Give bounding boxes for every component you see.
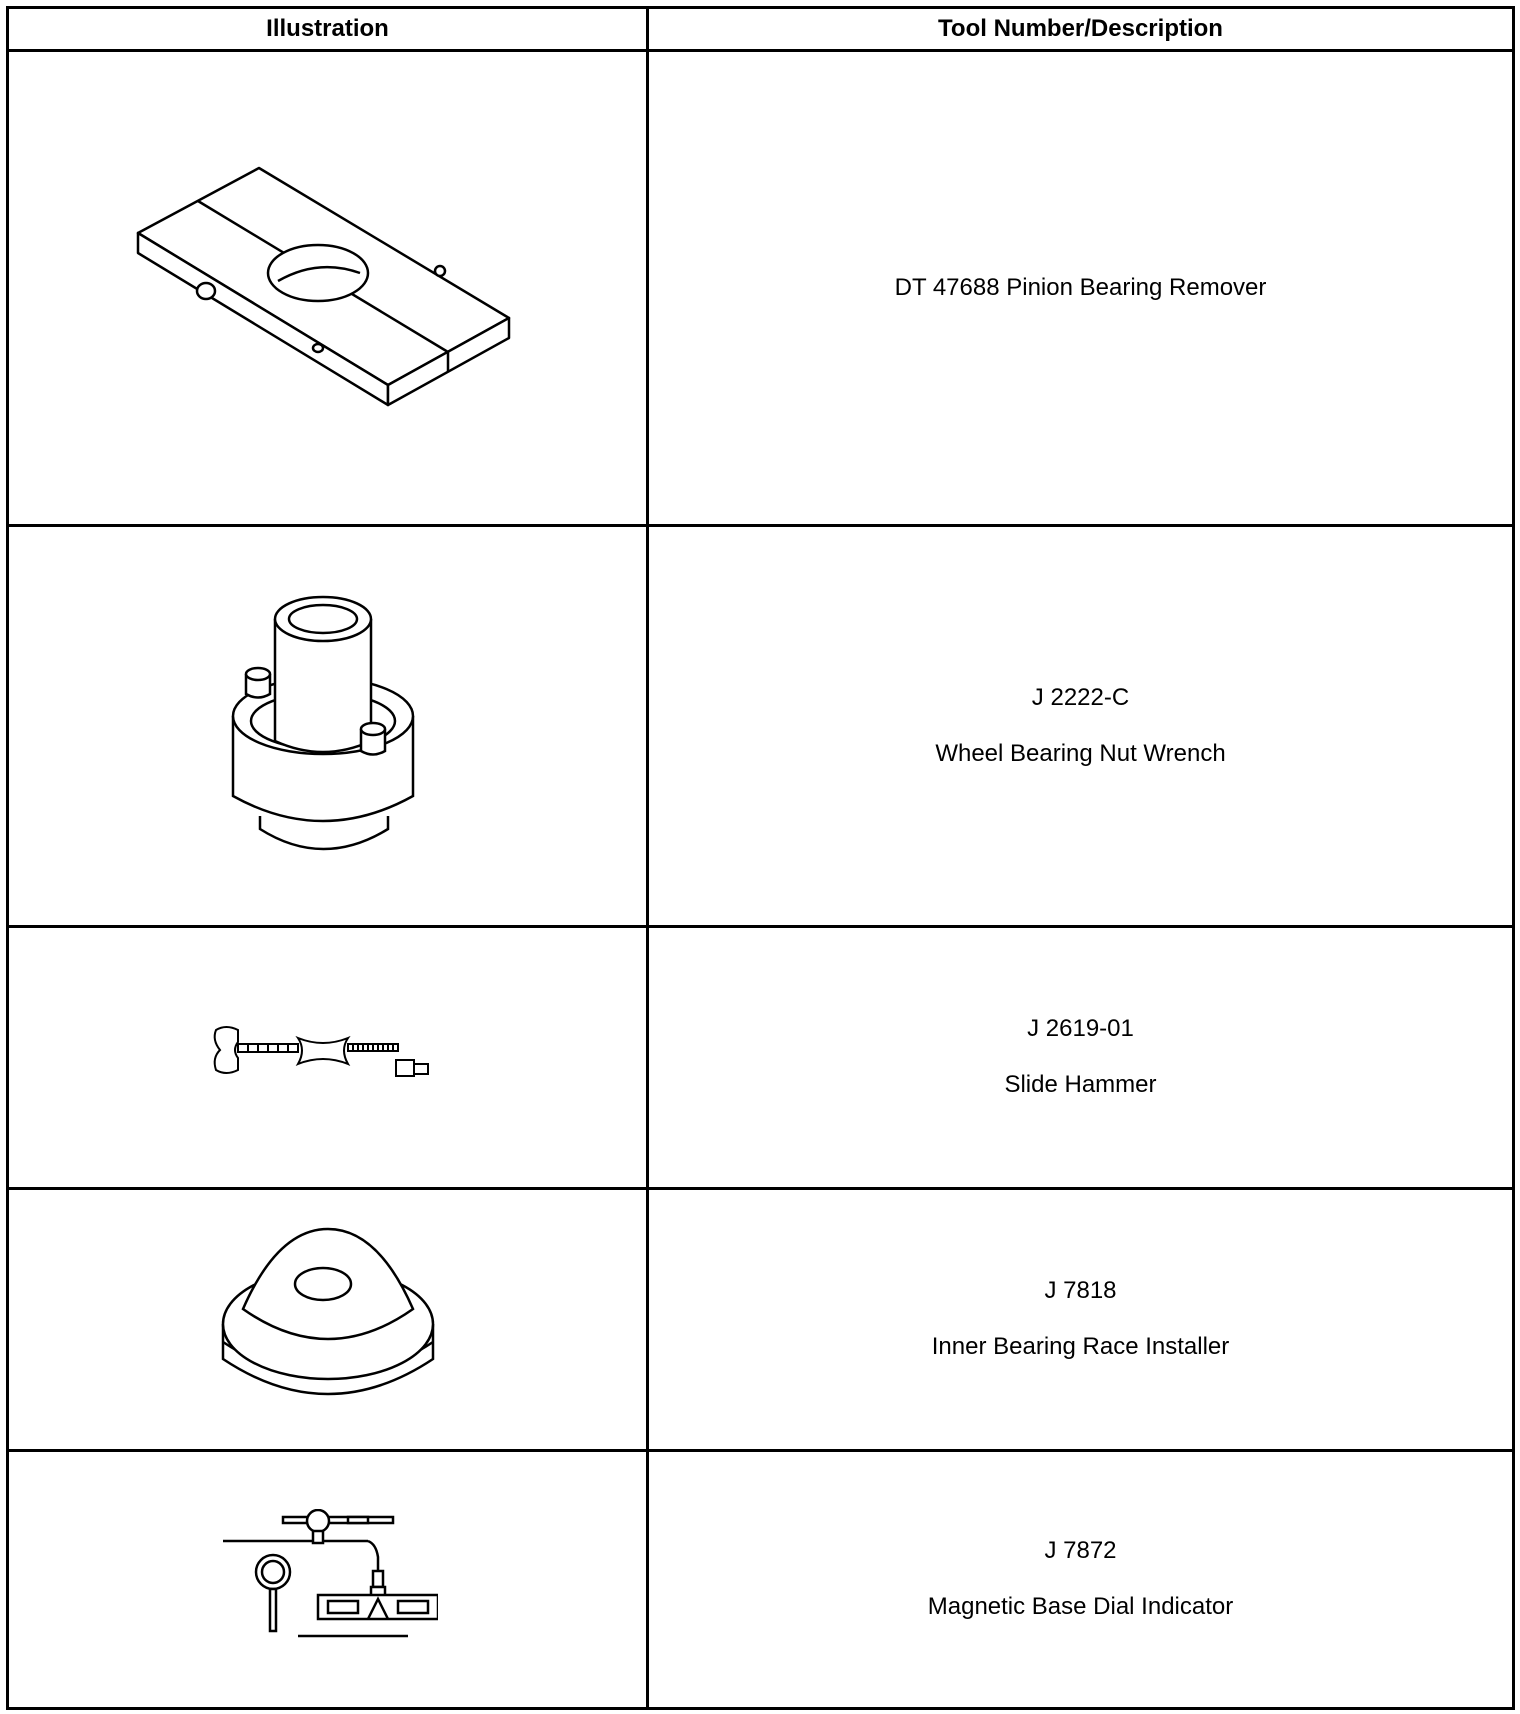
table-row [8,926,1514,1188]
table-row [8,1450,1514,1708]
illustration-cell [8,1450,648,1708]
tool-number: J 7818 [1044,1277,1117,1305]
tool-table [6,6,1515,1710]
tool-description-cell [648,926,1514,1188]
tool-description-cell [648,526,1514,926]
wheel-bearing-nut-wrench-icon [228,591,428,861]
tool-description: Wheel Bearing Nut Wrench [935,739,1226,767]
tool-description: Inner Bearing Race Installer [931,1333,1230,1361]
tool-number: J 2222-C [1031,683,1130,711]
inner-bearing-race-installer-icon [218,1224,438,1414]
header-row [8,8,1514,51]
illustration-cell [8,51,648,526]
tool-number: J 7872 [1044,1537,1117,1565]
tool-description: Magnetic Base Dial Indicator [927,1593,1234,1621]
table-row [8,51,1514,526]
table-row [8,526,1514,926]
illustration-cell [8,1188,648,1450]
tool-description: Slide Hammer [1004,1071,1157,1099]
table-row [8,1188,1514,1450]
tool-description-cell [648,1450,1514,1708]
magnetic-base-dial-indicator-icon [218,1509,438,1649]
tool-number: J 2619-01 [1027,1015,1134,1043]
pinion-bearing-remover-icon [128,163,528,413]
illustration-cell [8,926,648,1188]
tool-description-cell [648,51,1514,526]
tool-number-description: DT 47688 Pinion Bearing Remover [894,274,1267,302]
tool-description-header: Tool Number/Description [648,8,1514,51]
illustration-header: Illustration [8,8,648,51]
slide-hammer-icon [208,1022,448,1092]
tool-description-cell [648,1188,1514,1450]
illustration-cell [8,526,648,926]
